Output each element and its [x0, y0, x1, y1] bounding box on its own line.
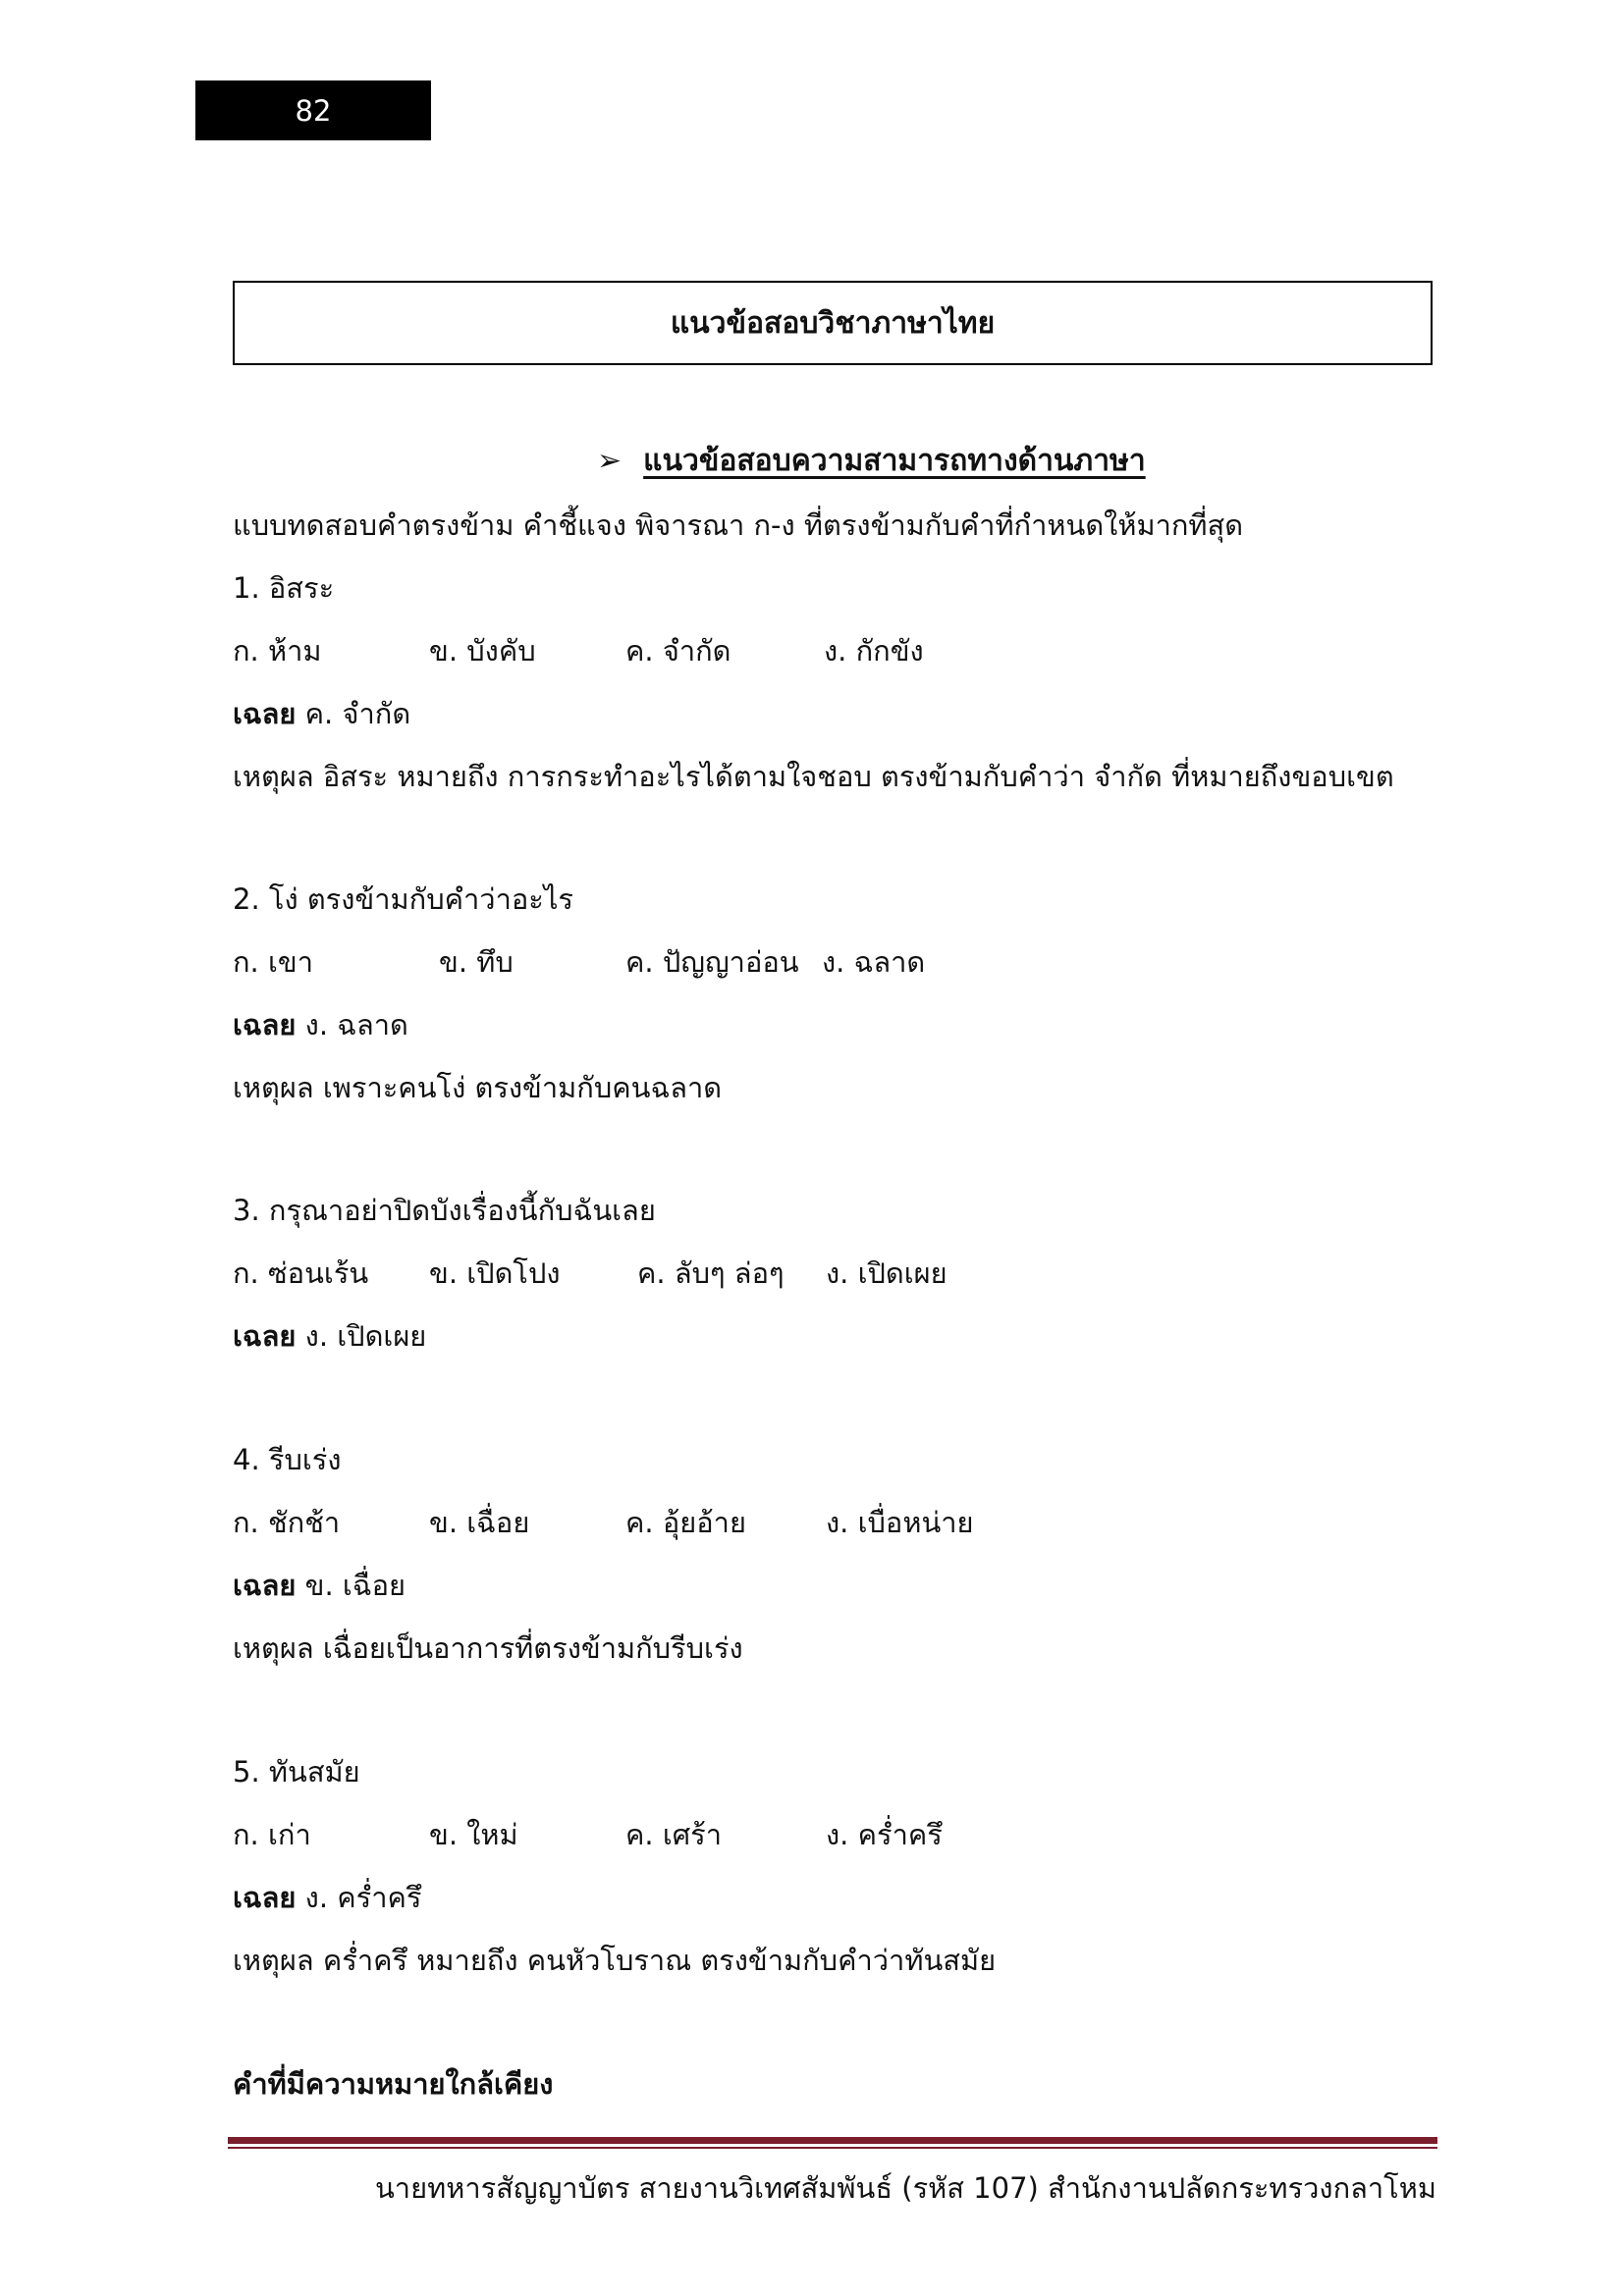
choice-d: ง. กักขัง: [824, 634, 924, 667]
choice-a: ก. ห้าม: [233, 634, 322, 667]
choice-b: ข. ทึบ: [439, 945, 514, 979]
question-1-answer: [233, 691, 410, 736]
question-5-choices: [233, 1812, 1215, 1851]
choice-d: ง. เบื่อหน่าย: [826, 1506, 974, 1539]
choice-b: ข. ใหม่: [429, 1818, 518, 1851]
question-2-answer: [233, 1002, 408, 1047]
answer-label: เฉลย: [233, 1319, 297, 1353]
answer-label: เฉลย: [233, 1569, 297, 1602]
choice-c: ค. เศร้า: [625, 1818, 723, 1851]
instruction-text: แบบทดสอบคำตรงข้าม คำชี้แจง พิจารณา ก-ง ที่ตรงข้ามกับคำที่กำหนดให้มากที่สุด: [233, 508, 1244, 542]
choice-a: ก. เก่า: [233, 1818, 311, 1851]
question-5-prompt: 5. ทันสมัย: [233, 1755, 360, 1789]
choice-d: ง. ฉลาด: [822, 945, 926, 979]
page-title-text: แนวข้อสอบวิชาภาษาไทย: [670, 305, 996, 341]
choice-c: ค. จำกัด: [625, 634, 731, 667]
answer-value: ข. เฉื่อย: [304, 1569, 406, 1602]
question-4-choices: [233, 1500, 1215, 1539]
arrow-bullet-icon: ➢: [597, 444, 623, 478]
page-title: [233, 281, 1433, 365]
answer-value: ค. จำกัด: [304, 697, 411, 730]
question-1-reason: เหตุผล อิสระ หมายถึง การกระทำอะไรได้ตามใจชอบ ตรงข้ามกับคำว่า จำกัด ที่หมายถึงขอบเขต: [233, 760, 1394, 793]
question-2-prompt: 2. โง่ ตรงข้ามกับคำว่าอะไร: [233, 882, 574, 916]
section-heading: [597, 438, 1146, 484]
choice-d: ง. คร่ำครึ: [826, 1818, 943, 1851]
choice-a: ก. ชักช้า: [233, 1506, 341, 1539]
answer-label: เฉลย: [233, 1881, 297, 1914]
question-3-choices: [233, 1251, 1215, 1290]
answer-value: ง. คร่ำครึ: [304, 1881, 422, 1914]
question-5-answer: [233, 1875, 422, 1920]
next-section-heading: คำที่มีความหมายใกล้เคียง: [233, 2067, 554, 2101]
choice-b: ข. บังคับ: [429, 634, 536, 667]
choice-d: ง. เปิดเผย: [826, 1256, 947, 1290]
answer-value: ง. ฉลาด: [304, 1008, 408, 1041]
answer-value: ง. เปิดเผย: [304, 1319, 427, 1353]
section-heading-text: แนวข้อสอบความสามารถทางด้านภาษา: [643, 444, 1146, 478]
question-1-choices: [233, 628, 1215, 667]
question-2-reason: เหตุผล เพราะคนโง่ ตรงข้ามกับคนฉลาด: [233, 1071, 723, 1104]
choice-c: ค. ลับๆ ล่อๆ: [637, 1256, 785, 1290]
question-2-choices: [233, 939, 1215, 979]
choice-c: ค. ปัญญาอ่อน: [625, 945, 799, 979]
footer-text: นายทหารสัญญาบัตร สายงานวิเทศสัมพันธ์ (รหัส 107) สำนักงานปลัดกระทรวงกลาโหม: [374, 2171, 1436, 2205]
answer-label: เฉลย: [233, 1008, 297, 1041]
question-1-prompt: 1. อิสระ: [233, 571, 335, 605]
question-3-answer: [233, 1313, 426, 1359]
choice-a: ก. ซ่อนเร้น: [233, 1256, 369, 1290]
question-3-prompt: 3. กรุณาอย่าปิดบังเรื่องนี้กับฉันเลย: [233, 1194, 656, 1227]
question-4-answer: [233, 1563, 406, 1608]
page-number: 82: [195, 80, 431, 140]
answer-label: เฉลย: [233, 697, 297, 730]
choice-b: ข. เฉื่อย: [429, 1506, 530, 1539]
question-4-reason: เหตุผล เฉื่อยเป็นอาการที่ตรงข้ามกับรีบเร่ง: [233, 1631, 743, 1665]
question-4-prompt: 4. รีบเร่ง: [233, 1443, 342, 1476]
choice-a: ก. เขา: [233, 945, 314, 979]
choice-b: ข. เปิดโปง: [429, 1256, 561, 1290]
footer-divider-thin: [228, 2147, 1437, 2149]
footer-divider: [228, 2137, 1437, 2144]
choice-c: ค. อุ้ยอ้าย: [625, 1506, 746, 1539]
question-5-reason: เหตุผล คร่ำครึ หมายถึง คนหัวโบราณ ตรงข้ามกับคำว่าทันสมัย: [233, 1944, 997, 1977]
